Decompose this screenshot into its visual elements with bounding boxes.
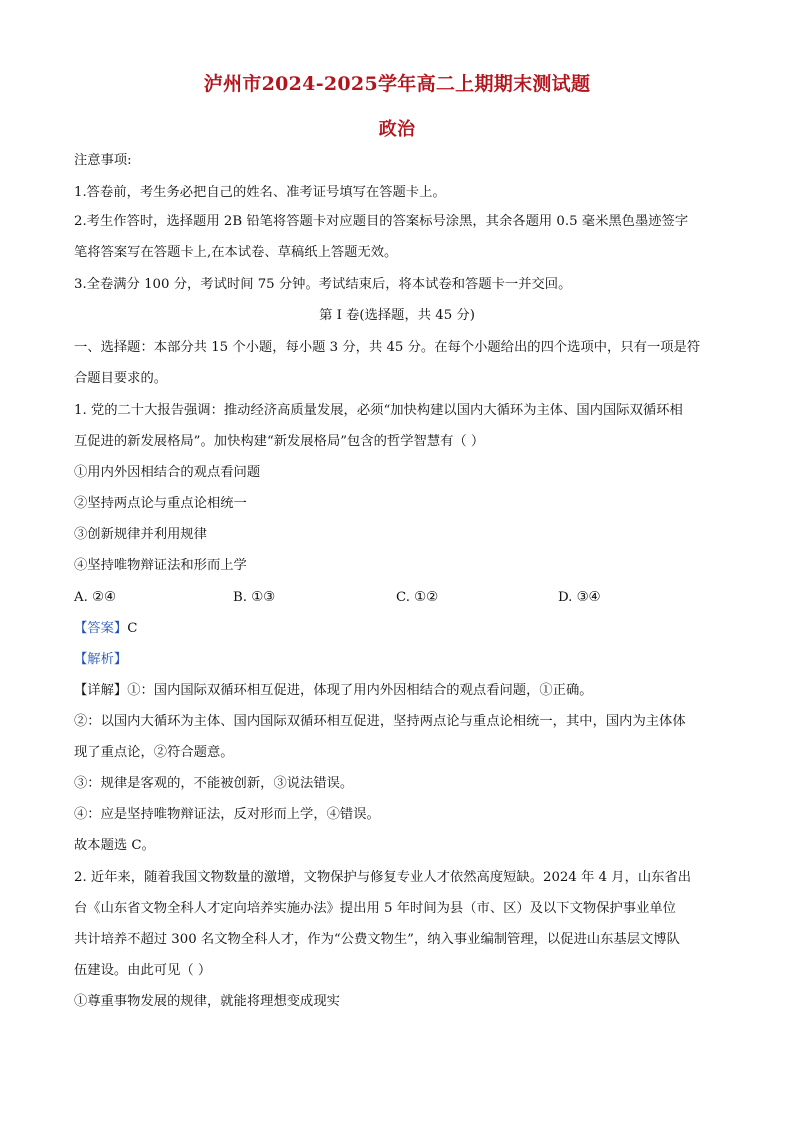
q2-stem: 2. 近年来，随着我国文物数量的激增，文物保护与修复专业人才依然高度短缺。2024 年 4 月，山东省出: [74, 870, 692, 885]
q2-stem: 台《山东省文物全科人才定向培养实施办法》提出用 5 年时间为县（市、区）及以下文物保护事业单位: [74, 901, 676, 916]
q2-stem: 共计培养不超过 300 名文物全科人才，作为“公费文物生”，纳入事业编制管理，以促进山东基层文博队: [74, 932, 680, 947]
subject-title: 政治: [378, 119, 416, 140]
q1-stem: 互促进的新发展格局”。加快构建“新发展格局”包含的哲学智慧有（ ）: [74, 434, 485, 449]
q1-statement: ③创新规律并利用规律: [74, 527, 207, 542]
q1-detail-line: ③：规律是客观的，不能被创新，③说法错误。: [74, 776, 354, 791]
q1-detail-line: [74, 682, 722, 700]
q1-option-d: D. ③④: [558, 590, 601, 605]
q2-statement: ①尊重事物发展的规律，就能将理想变成现实: [74, 994, 340, 1009]
notice-item: 2.考生作答时，选择题用 2B 铅笔将答题卡对应题目的答案标号涂黑，其余各题用 0.5 毫米黑色墨迹签字: [74, 214, 689, 229]
q1-statement: ④坚持唯物辩证法和形而上学: [74, 558, 247, 573]
analysis-tag: 【解析】: [74, 652, 128, 667]
q1-stem: 1. 党的二十大报告强调：推动经济高质量发展，必须“加快构建以国内大循环为主体、国内国际双循环相: [74, 403, 683, 418]
detail-text: ①：国内国际双循环相互促进，体现了用内外因相结合的观点看问题，①正确。: [127, 683, 593, 698]
q1-analysis-line: [74, 651, 722, 669]
notice-item: 笔将答案写在答题卡上,在本试卷、草稿纸上答题无效。: [74, 245, 398, 260]
q1-option-b: B. ①③: [233, 590, 276, 605]
q1-statement: ②坚持两点论与重点论相统一: [74, 496, 247, 511]
notice-item: 1.答卷前，考生务必把自己的姓名、准考证号填写在答题卡上。: [74, 185, 446, 200]
section-intro: 一、选择题：本部分共 15 个小题，每小题 3 分，共 45 分。在每个小题给出的四个选项中，只有一项是符: [74, 340, 701, 355]
answer-tag: 【答案】: [74, 621, 128, 636]
section-intro: 合题目要求的。: [74, 371, 168, 386]
notice-heading: 注意事项:: [74, 153, 132, 168]
q1-detail-line: 现了重点论，②符合题意。: [74, 745, 234, 760]
q1-option-c: C. ①②: [396, 590, 438, 605]
q1-answer-line: [74, 620, 722, 638]
detail-tag: 【详解】: [74, 683, 128, 698]
q1-detail-line: ②：以国内大循环为主体、国内国际双循环相互促进，坚持两点论与重点论相统一，其中，国内为主体体: [74, 714, 686, 729]
section-title: 第 I 卷(选择题，共 45 分): [319, 308, 475, 323]
notice-item: 3.全卷满分 100 分，考试时间 75 分钟。考试结束后，将本试卷和答题卡一并交回。: [74, 277, 572, 292]
q2-stem: 伍建设。由此可见（ ）: [74, 963, 212, 978]
q1-conclusion: 故本题选 C。: [74, 838, 155, 853]
q1-option-a: A. ②④: [74, 590, 116, 605]
exam-title: 泸州市2024-2025学年高二上期期末测试题: [203, 73, 591, 95]
q1-statement: ①用内外因相结合的观点看问题: [74, 465, 261, 480]
q1-detail-line: ④：应是坚持唯物辩证法，反对形而上学，④错误。: [74, 807, 380, 822]
answer-value: C: [127, 621, 138, 636]
